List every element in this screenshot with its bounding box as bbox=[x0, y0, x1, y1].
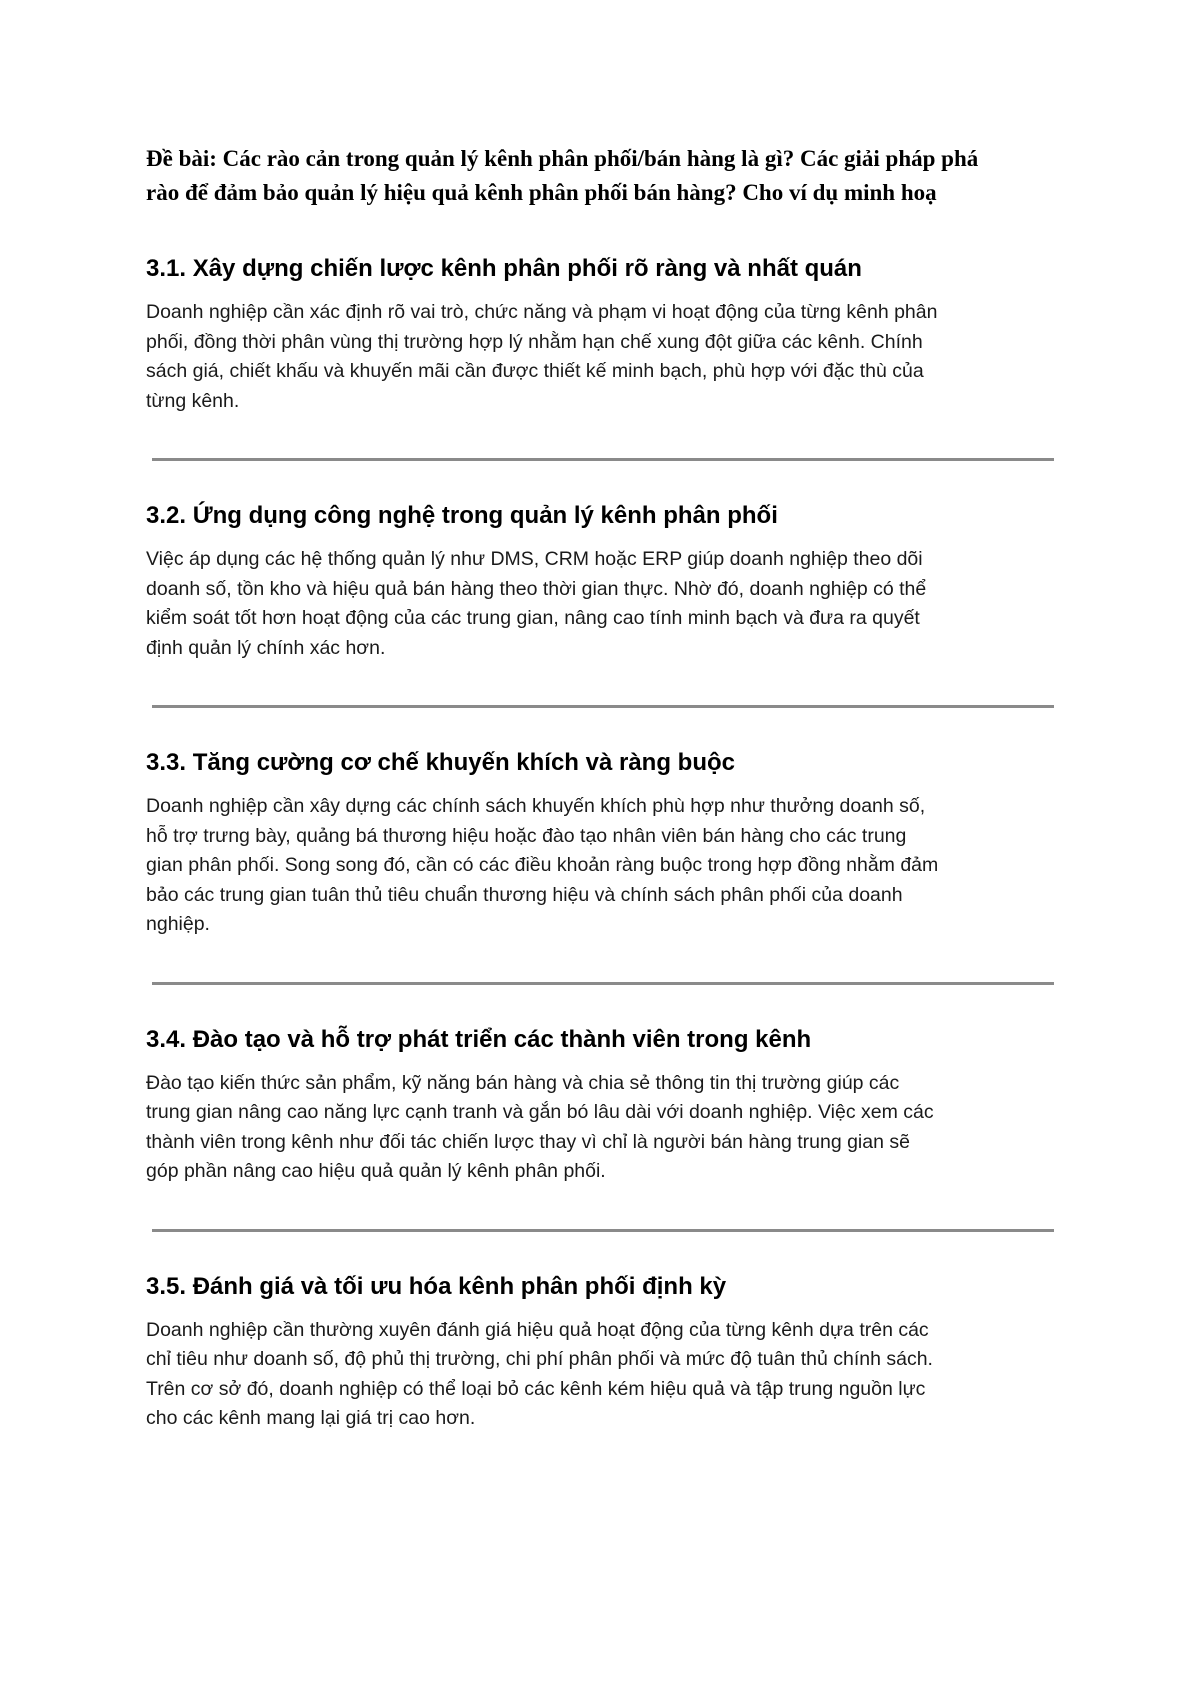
section-divider bbox=[152, 705, 1054, 708]
section-heading: 3.4. Đào tạo và hỗ trợ phát triển các thành viên trong kênh bbox=[146, 1025, 812, 1053]
section-body: Đào tạo kiến thức sản phẩm, kỹ năng bán hàng và chia sẻ thông tin thị trường giúp các trung gian nâng cao năng lực cạnh tranh và gắn bó lâu dài với doanh nghiệp. Việc xem các thành viên trong kênh như đối tác chiến lược thay vì chỉ là người bán hàng trung gian sẽ góp phần nâng cao hiệu quả quản lý kênh phân phối. bbox=[146, 1071, 934, 1182]
section-heading: 3.2. Ứng dụng công nghệ trong quản lý kênh phân phối bbox=[146, 502, 778, 529]
section-divider bbox=[152, 982, 1054, 985]
section-heading: 3.1. Xây dựng chiến lược kênh phân phối rõ ràng và nhất quán bbox=[146, 255, 862, 282]
section-body: Việc áp dụng các hệ thống quản lý như DMS, CRM hoặc ERP giúp doanh nghiệp theo dõi doanh số, tồn kho và hiệu quả bán hàng theo thời gian thực. Nhờ đó, doanh nghiệp có thể kiểm soát tốt hơn hoạt động của các trung gian, nâng cao tính minh bạch và đưa ra quyết định quản lý chính xác hơn. bbox=[146, 548, 927, 659]
assignment-prompt: Đề bài: Các rào cản trong quản lý kênh phân phối/bán hàng là gì? Các giải pháp phá rào để đảm bảo quản lý hiệu quả kênh phân phối bán hàng? Cho ví dụ minh hoạ bbox=[146, 146, 979, 205]
section-3-2 bbox=[146, 501, 1066, 663]
section-body: Doanh nghiệp cần xác định rõ vai trò, chức năng và phạm vi hoạt động của từng kênh phân phối, đồng thời phân vùng thị trường hợp lý nhằm hạn chế xung đột giữa các kênh. Chính sách giá, chiết khấu và khuyến mãi cần được thiết kế minh bạch, phù hợp với đặc thù của từng kênh. bbox=[146, 301, 938, 412]
section-divider bbox=[152, 458, 1054, 461]
section-divider bbox=[152, 1229, 1054, 1232]
section-heading: 3.5. Đánh giá và tối ưu hóa kênh phân phối định kỳ bbox=[146, 1272, 727, 1300]
section-3-5 bbox=[146, 1272, 1066, 1434]
section-3-1 bbox=[146, 254, 1066, 416]
section-body: Doanh nghiệp cần thường xuyên đánh giá hiệu quả hoạt động của từng kênh dựa trên các chỉ tiêu như doanh số, độ phủ thị trường, chi phí phân phối và mức độ tuân thủ chính sách. Trên cơ sở đó, doanh nghiệp có thể loại bỏ các kênh kém hiệu quả và tập trung nguồn lực cho các kênh mang lại giá trị cao hơn. bbox=[146, 1318, 933, 1429]
section-heading: 3.3. Tăng cường cơ chế khuyến khích và ràng buộc bbox=[146, 749, 735, 776]
document-page bbox=[146, 142, 1066, 1434]
section-3-4 bbox=[146, 1025, 1066, 1187]
section-body: Doanh nghiệp cần xây dựng các chính sách khuyến khích phù hợp như thưởng doanh số, hỗ trợ trưng bày, quảng bá thương hiệu hoặc đào tạo nhân viên bán hàng cho các trung gian phân phối. Song song đó, cần có các điều khoản ràng buộc trong hợp đồng nhằm đảm bảo các trung gian tuân thủ tiêu chuẩn thương hiệu và chính sách phân phối của doanh nghiệp. bbox=[146, 795, 939, 935]
section-3-3 bbox=[146, 748, 1066, 940]
